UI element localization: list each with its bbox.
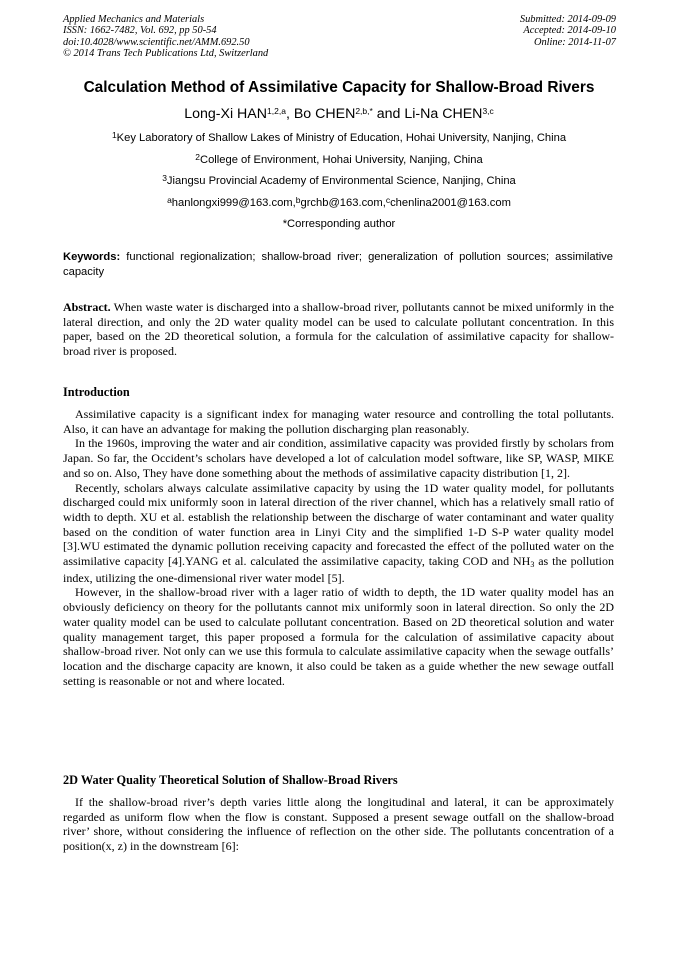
email-b[interactable]: grchb@163.com, bbox=[300, 197, 386, 209]
section-heading-introduction: Introduction bbox=[63, 385, 130, 399]
nh3-subscript: 3 bbox=[530, 560, 535, 570]
keywords-label: Keywords: bbox=[63, 251, 121, 263]
author-list bbox=[0, 105, 678, 123]
affiliation-3-text: Jiangsu Provincial Academy of Environmental Science, Nanjing, China bbox=[166, 175, 516, 187]
keywords-text: functional regionalization; shallow-broad river; generalization of pollution sources; assimilative capacity bbox=[63, 251, 613, 278]
intro-paragraph-2: In the 1960s, improving the water and air condition, assimilative capacity was provided firstly by scholars from Japan. So far, the Occident’s scholars have developed a lot of calculation model software, like SP, WASP, MIKE and so on. Also, They have done something about the methods of assimilative capacity distribution [1, 2]. bbox=[63, 436, 614, 480]
affiliation-3 bbox=[0, 174, 678, 188]
email-c-mark: c bbox=[385, 195, 391, 205]
section2-paragraph-1: If the shallow-broad river’s depth varies little along the longitudinal and lateral, it can be approximately regarded as uniform flow when the flow is constant. Supposed a present sewage outfall on the shallow-broad river’ shore, without considering the influence of reflection on the other side. The pollutants concentration of a position(x, z) in the downstream [6]: bbox=[63, 795, 614, 854]
affiliation-2-mark: 2 bbox=[195, 152, 200, 162]
author-2-affil: 2,b,* bbox=[355, 106, 373, 116]
copyright-line: © 2014 Trans Tech Publications Ltd, Switzerland bbox=[63, 47, 269, 59]
abstract-label: Abstract. bbox=[63, 300, 111, 314]
affiliation-1 bbox=[0, 131, 678, 145]
journal-info bbox=[63, 14, 268, 59]
affiliation-1-text: Key Laboratory of Shallow Lakes of Ministry of Education, Hohai University, Nanjing, China bbox=[116, 132, 567, 144]
author-3-affil: 3,c bbox=[482, 106, 494, 116]
affiliation-2 bbox=[0, 153, 678, 167]
issn-line: ISSN: 1662-7482, Vol. 692, pp 50-54 bbox=[63, 25, 217, 37]
author-3: and Li-Na CHEN bbox=[372, 106, 483, 122]
corresponding-author: *Corresponding author bbox=[282, 218, 396, 230]
affiliation-3-mark: 3 bbox=[162, 173, 167, 183]
section2-body bbox=[63, 795, 614, 854]
email-b-mark: b bbox=[295, 195, 301, 205]
paper-title: Calculation Method of Assimilative Capacity for Shallow-Broad Rivers bbox=[83, 79, 595, 96]
submitted-date: Submitted: 2014-09-09 bbox=[519, 14, 616, 25]
email-a-mark: a bbox=[167, 195, 172, 205]
affiliation-2-text: College of Environment, Hohai University, Nanjing, China bbox=[200, 154, 483, 166]
submission-dates bbox=[520, 14, 616, 48]
intro-paragraph-3-b: as the pollution index, utilizing the one-dimensional river water model [5]. bbox=[63, 554, 614, 585]
affiliation-1-mark: 1 bbox=[111, 130, 117, 140]
email-c[interactable]: chenlina2001@163.com bbox=[390, 197, 511, 209]
intro-paragraph-3-a: Recently, scholars always calculate assimilative capacity by using the 1D water quality model, for pollutants discharged could mix uniformly soon in lateral direction of the river channel, which has a relatively small ratio of width to depth. XU et al. establish the relationship between the discharge of water contaminant and water quality based on the condition of water function area in Linyi City and the simplified 1-D S-P water quality model [3].WU estimated the dynamic pollution receiving capacity and forecasted the effect of the polluted water on the assimilative capacity [4].YANG et al. calculated the assimilative capacity, taking COD and NH bbox=[63, 480, 614, 569]
email-line bbox=[0, 196, 678, 210]
online-date: Online: 2014-11-07 bbox=[533, 36, 616, 48]
section-heading-2d-solution: 2D Water Quality Theoretical Solution of Shallow-Broad Rivers bbox=[63, 773, 398, 787]
accepted-date: Accepted: 2014-09-10 bbox=[523, 25, 616, 37]
doi-line: doi:10.4028/www.scientific.net/AMM.692.50 bbox=[63, 36, 250, 48]
email-a[interactable]: hanlongxi999@163.com, bbox=[171, 197, 296, 209]
abstract bbox=[63, 300, 614, 359]
introduction-body bbox=[63, 407, 614, 688]
author-1-affil: 1,2,a bbox=[267, 106, 286, 116]
intro-paragraph-3 bbox=[63, 481, 614, 586]
keywords bbox=[63, 250, 613, 279]
author-1: Long-Xi HAN bbox=[184, 106, 268, 122]
intro-paragraph-4: However, in the shallow-broad river with a lager ratio of width to depth, the 1D water quality model has an obviously deficiency on theory for the pollutants cannot mix uniformly soon in lateral direction. So only the 2D water quality model can be used to calculate pollutant concentration. Based on 2D theoretical solution and water quality management target, this paper proposed a formula for the calculation of assimilative capacity about shallow-broad river. Not only can we use this formula to calculate assimilative capacity when the sewage outfalls’ location and the discharge capacity are known, it also could be taken as a guide whether the new sewage outfall setting is reasonable or not and where located. bbox=[63, 585, 614, 688]
abstract-text: When waste water is discharged into a shallow-broad river, pollutants cannot be mixed uniformly in the lateral direction, and only the 2D water quality model can be used to calculate pollutant concentration. In this paper, based on the 2D theoretical solution, a formula for the calculation of assimilative capacity for shallow-broad river is proposed. bbox=[63, 300, 614, 359]
author-2: , Bo CHEN bbox=[285, 106, 356, 122]
intro-paragraph-1: Assimilative capacity is a significant index for managing water resource and controlling the total pollutants. Also, it can have an advantage for making the pollution discharging plan reasonably. bbox=[63, 407, 614, 436]
journal-name: Applied Mechanics and Materials bbox=[63, 14, 205, 25]
